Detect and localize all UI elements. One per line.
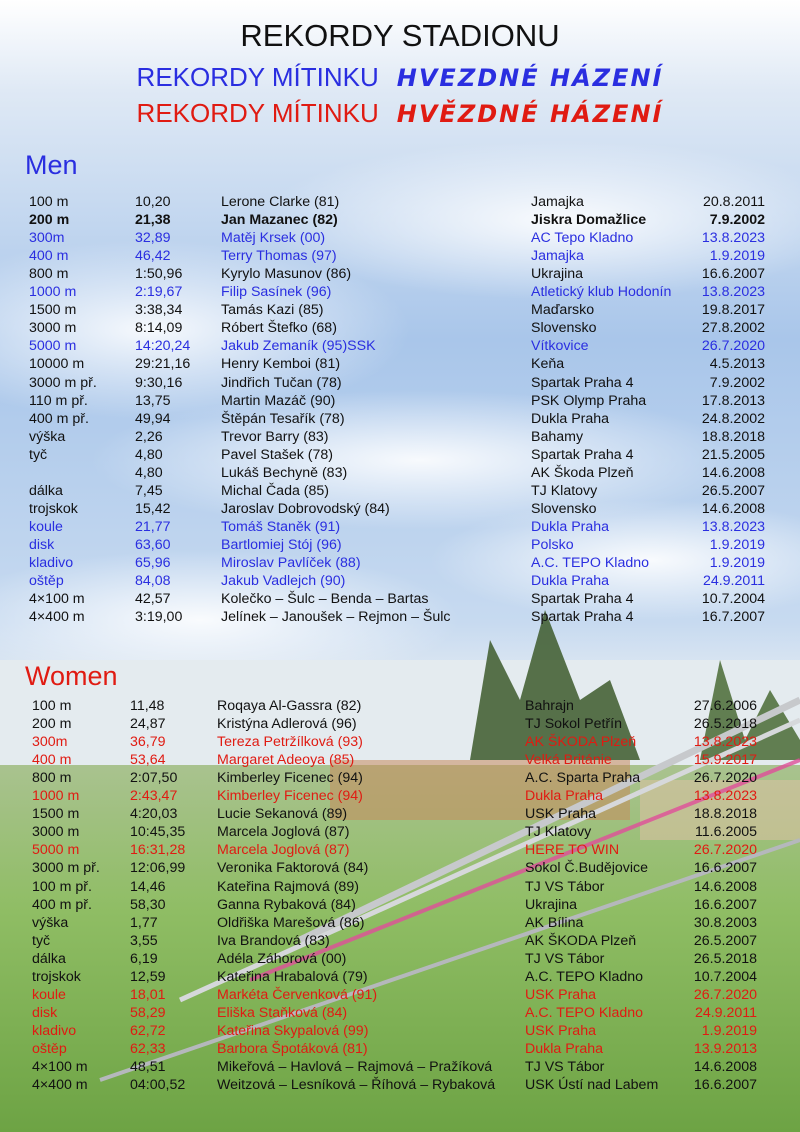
- result-cell: 12:06,99: [130, 860, 186, 877]
- result-cell: 12,59: [130, 968, 166, 985]
- result-cell: 84,08: [135, 573, 171, 590]
- table-row: [0, 1004, 800, 1022]
- athlete-cell: Filip Sasínek (96): [221, 284, 332, 301]
- date-cell: 11.6.2005: [694, 824, 757, 841]
- date-cell: 13.8.2023: [701, 518, 765, 535]
- date-cell: 24.9.2011: [694, 1004, 757, 1021]
- date-cell: 27.6.2006: [693, 698, 757, 714]
- event-cell: 1000 m: [32, 788, 80, 805]
- table-row: [0, 265, 800, 283]
- athlete-cell: Margaret Adeoya (85): [217, 752, 355, 769]
- date-cell: 15.9.2017: [693, 752, 757, 769]
- result-cell: 2:07,50: [130, 770, 178, 787]
- date-cell: 30.8.2003: [693, 914, 757, 931]
- club-cell: Slovensko: [531, 500, 597, 517]
- club-cell: Spartak Praha 4: [531, 591, 634, 608]
- club-cell: Spartak Praha 4: [531, 374, 634, 391]
- athlete-cell: Lerone Clarke (81): [221, 194, 340, 210]
- club-cell: TJ VS Tábor: [525, 878, 605, 895]
- event-cell: 100 m: [29, 194, 69, 210]
- club-cell: Atletický klub Hodonín: [531, 284, 672, 301]
- date-cell: 16.7.2007: [701, 609, 765, 626]
- club-cell: Velká Británie: [525, 752, 612, 769]
- date-cell: 13.8.2023: [701, 230, 765, 247]
- table-row: [0, 355, 800, 373]
- club-cell: Dukla Praha: [525, 1040, 604, 1057]
- event-cell: 400 m př.: [32, 896, 92, 913]
- athlete-cell: Weitzová – Lesníková – Říhová – Rybaková: [217, 1077, 496, 1094]
- event-cell: 10000 m: [29, 356, 85, 373]
- athlete-cell: Miroslav Pavlíček (88): [221, 555, 361, 571]
- club-cell: AK ŠKODA Plzeň: [525, 734, 637, 751]
- result-cell: 9:30,16: [135, 374, 183, 391]
- date-cell: 10.7.2004: [701, 591, 765, 608]
- club-cell: Dukla Praha: [531, 518, 610, 535]
- table-row: [0, 283, 800, 301]
- club-cell: Bahrajn: [525, 698, 574, 714]
- club-cell: Spartak Praha 4: [531, 609, 634, 626]
- table-row: [0, 769, 800, 787]
- result-cell: 58,30: [130, 896, 166, 913]
- event-cell: oštěp: [29, 573, 64, 590]
- event-cell: 100 m: [32, 698, 72, 714]
- athlete-cell: Henry Kemboi (81): [221, 356, 341, 373]
- event-cell: dálka: [32, 950, 66, 967]
- athlete-cell: Matěj Krsek (00): [221, 230, 326, 247]
- table-row: [0, 986, 800, 1004]
- result-cell: 6,19: [130, 950, 158, 967]
- result-cell: 18,01: [130, 986, 166, 1003]
- athlete-cell: Bartlomiej Stój (96): [221, 536, 342, 553]
- club-cell: A.C. TEPO Kladno: [525, 968, 644, 985]
- date-cell: 1.9.2019: [709, 555, 765, 571]
- date-cell: 17.8.2013: [701, 392, 765, 409]
- result-cell: 49,94: [135, 410, 171, 427]
- date-cell: 26.5.2007: [701, 482, 765, 499]
- result-cell: 2,26: [135, 428, 163, 445]
- club-cell: TJ Klatovy: [531, 482, 598, 499]
- result-cell: 04:00,52: [130, 1077, 186, 1094]
- table-row: [0, 878, 800, 896]
- athlete-cell: Michal Čada (85): [221, 482, 330, 499]
- athlete-cell: Lucie Sekanová (89): [217, 806, 348, 823]
- club-cell: Bahamy: [531, 428, 584, 445]
- table-row: [0, 374, 800, 392]
- event-cell: 400 m: [32, 752, 72, 769]
- athlete-cell: Tereza Petržílková (93): [217, 734, 363, 751]
- athlete-cell: Roqaya Al-Gassra (82): [217, 698, 362, 714]
- event-cell: 3000 m: [29, 320, 77, 337]
- table-row: [0, 518, 800, 536]
- athlete-cell: Adéla Záhorová (00): [217, 950, 347, 967]
- result-cell: 21,38: [135, 212, 171, 229]
- club-cell: Polsko: [531, 536, 574, 553]
- date-cell: 24.8.2002: [701, 410, 765, 427]
- date-cell: 13.8.2023: [693, 788, 757, 805]
- date-cell: 26.7.2020: [693, 986, 757, 1003]
- result-cell: 29:21,16: [135, 356, 191, 373]
- result-cell: 2:43,47: [130, 788, 178, 805]
- athlete-cell: Kimberley Ficenec (94): [217, 788, 363, 805]
- athlete-cell: Veronika Faktorová (84): [217, 860, 369, 877]
- date-cell: 16.6.2007: [693, 1077, 757, 1094]
- athlete-cell: Kateřina Skypalová (99): [217, 1022, 369, 1039]
- table-row: [0, 337, 800, 355]
- athlete-cell: Tamás Kazi (85): [221, 302, 324, 319]
- club-cell: A.C. Sparta Praha: [525, 770, 641, 787]
- event-cell: trojskok: [29, 500, 78, 517]
- club-cell: Vítkovice: [531, 338, 589, 355]
- date-cell: 1.9.2019: [701, 1022, 757, 1039]
- club-cell: TJ Sokol Petřín: [525, 716, 622, 733]
- event-cell: koule: [32, 986, 66, 1003]
- table-row: [0, 572, 800, 590]
- club-cell: USK Praha: [525, 986, 596, 1003]
- date-cell: 10.7.2004: [693, 968, 757, 985]
- athlete-cell: Tomáš Staněk (91): [221, 518, 341, 535]
- event-cell: 3000 m: [32, 824, 80, 841]
- club-cell: AK ŠKODA Plzeň: [525, 932, 637, 949]
- event-cell: výška: [32, 914, 69, 931]
- club-cell: TJ Klatovy: [525, 824, 592, 841]
- club-cell: Sokol Č.Budějovice: [525, 860, 649, 877]
- table-row: [0, 536, 800, 554]
- athlete-cell: Marcela Joglová (87): [217, 842, 350, 859]
- date-cell: 14.6.2008: [701, 500, 765, 517]
- athlete-cell: Kyrylo Masunov (86): [221, 266, 352, 283]
- table-row: [0, 319, 800, 337]
- event-cell: výška: [29, 428, 66, 445]
- event-cell: 1500 m: [29, 302, 77, 319]
- table-row: [0, 410, 800, 428]
- table-row: [0, 787, 800, 805]
- event-cell: 4×100 m: [32, 1059, 88, 1075]
- event-cell: 4×400 m: [32, 1077, 88, 1094]
- result-cell: 46,42: [135, 248, 171, 265]
- club-cell: PSK Olymp Praha: [531, 392, 647, 409]
- event-cell: disk: [32, 1004, 58, 1021]
- table-row: [0, 751, 800, 769]
- event-cell: 1000 m: [29, 284, 77, 301]
- table-row: [0, 950, 800, 968]
- men-heading: Men: [25, 150, 78, 180]
- result-cell: 10:45,35: [130, 824, 186, 841]
- club-cell: TJ VS Tábor: [525, 950, 605, 967]
- result-cell: 4:20,03: [130, 806, 178, 823]
- club-cell: Slovensko: [531, 320, 597, 337]
- result-cell: 58,29: [130, 1004, 166, 1021]
- table-row: [0, 1058, 800, 1076]
- club-cell: Jamajka: [531, 248, 584, 265]
- athlete-cell: Mikeřová – Havlová – Rajmová – Pražíková: [217, 1059, 493, 1075]
- result-cell: 2:19,67: [135, 284, 183, 301]
- date-cell: 13.8.2023: [693, 734, 757, 751]
- table-row: [0, 733, 800, 751]
- date-cell: 27.8.2002: [701, 320, 765, 337]
- result-cell: 3:19,00: [135, 609, 183, 626]
- result-cell: 1,77: [130, 914, 158, 931]
- athlete-cell: Iva Brandová (83): [217, 932, 330, 949]
- club-cell: HERE TO WIN: [525, 842, 620, 859]
- result-cell: 53,64: [130, 752, 166, 769]
- date-cell: 26.5.2018: [693, 950, 757, 967]
- date-cell: 16.6.2007: [693, 896, 757, 913]
- table-row: [0, 697, 800, 715]
- table-row: [0, 823, 800, 841]
- event-cell: kladivo: [32, 1022, 77, 1039]
- athlete-cell: Jelínek – Janoušek – Rejmon – Šulc: [221, 609, 451, 626]
- event-cell: tyč: [29, 446, 48, 463]
- date-cell: 7.9.2002: [709, 212, 765, 229]
- event-cell: 4×100 m: [29, 591, 85, 608]
- date-cell: 14.6.2008: [693, 878, 757, 895]
- table-row: [0, 914, 800, 932]
- table-row: [0, 392, 800, 410]
- club-cell: Dukla Praha: [531, 410, 610, 427]
- table-row: [0, 805, 800, 823]
- table-row: [0, 932, 800, 950]
- table-row: [0, 482, 800, 500]
- athlete-cell: Jaroslav Dobrovodský (84): [221, 500, 390, 517]
- club-cell: Dukla Praha: [525, 788, 604, 805]
- table-row: [0, 859, 800, 877]
- result-cell: 14,46: [130, 878, 166, 895]
- date-cell: 26.7.2020: [701, 338, 765, 355]
- meeting-label: REKORDY MÍTINKU: [136, 98, 379, 128]
- result-cell: 21,77: [135, 518, 171, 535]
- event-cell: kladivo: [29, 555, 74, 571]
- event-cell: trojskok: [32, 968, 81, 985]
- result-cell: 10,20: [135, 194, 171, 210]
- result-cell: 4,80: [135, 464, 163, 481]
- table-row: [0, 968, 800, 986]
- event-cell: 5000 m: [32, 842, 80, 859]
- date-cell: 21.5.2005: [701, 446, 765, 463]
- club-cell: USK Praha: [525, 806, 596, 823]
- event-cell: 400 m př.: [29, 410, 89, 427]
- event-cell: oštěp: [32, 1040, 67, 1057]
- event-cell: 5000 m: [29, 338, 77, 355]
- athlete-cell: Štěpán Tesařík (78): [221, 410, 345, 427]
- date-cell: 14.6.2008: [693, 1059, 757, 1075]
- event-cell: 200 m: [29, 212, 70, 229]
- club-cell: Spartak Praha 4: [531, 446, 634, 463]
- result-cell: 62,33: [130, 1040, 166, 1057]
- athlete-cell: Róbert Štefko (68): [221, 320, 337, 337]
- club-cell: Ukrajina: [531, 266, 584, 283]
- date-cell: 1.9.2019: [709, 536, 765, 553]
- date-cell: 26.7.2020: [693, 842, 757, 859]
- page-title: REKORDY STADIONU: [240, 18, 560, 53]
- result-cell: 14:20,24: [135, 338, 191, 355]
- result-cell: 3,55: [130, 932, 158, 949]
- date-cell: 18.8.2018: [693, 806, 757, 823]
- date-cell: 1.9.2019: [709, 248, 765, 265]
- athlete-cell: Trevor Barry (83): [221, 428, 329, 445]
- result-cell: 11,48: [130, 698, 165, 714]
- result-cell: 42,57: [135, 591, 171, 608]
- result-cell: 13,75: [135, 392, 171, 409]
- event-cell: tyč: [32, 932, 51, 949]
- table-row: [0, 446, 800, 464]
- club-cell: Dukla Praha: [531, 573, 610, 590]
- result-cell: 7,45: [135, 482, 163, 499]
- result-cell: 63,60: [135, 536, 171, 553]
- table-row: [0, 464, 800, 482]
- brand-logo-text: HVĚZDNÉ HÁZENÍ: [396, 100, 664, 128]
- event-cell: 100 m př.: [32, 878, 92, 895]
- athlete-cell: Jakub Zemaník (95)SSK: [221, 338, 376, 355]
- athlete-cell: Eliška Staňková (84): [217, 1004, 348, 1021]
- result-cell: 48,51: [130, 1059, 166, 1075]
- club-cell: USK Praha: [525, 1022, 596, 1039]
- club-cell: A.C. TEPO Kladno: [525, 1004, 644, 1021]
- club-cell: USK Ústí nad Labem: [525, 1077, 659, 1094]
- date-cell: 16.6.2007: [693, 860, 757, 877]
- date-cell: 7.9.2002: [709, 374, 765, 391]
- table-row: [0, 841, 800, 859]
- date-cell: 13.8.2023: [701, 284, 765, 301]
- result-cell: 32,89: [135, 230, 171, 247]
- athlete-cell: Jakub Vadlejch (90): [221, 573, 346, 590]
- event-cell: 800 m: [29, 266, 69, 283]
- table-row: [0, 428, 800, 446]
- date-cell: 26.5.2018: [693, 716, 757, 733]
- table-row: [0, 211, 800, 229]
- athlete-cell: Kateřina Rajmová (89): [217, 878, 359, 895]
- table-row: [0, 896, 800, 914]
- table-row: [0, 1076, 800, 1094]
- athlete-cell: Terry Thomas (97): [221, 248, 337, 265]
- athlete-cell: Martin Mazáč (90): [221, 392, 336, 409]
- result-cell: 8:14,09: [135, 320, 183, 337]
- women-heading: Women: [25, 661, 118, 691]
- event-cell: 1500 m: [32, 806, 80, 823]
- brand-logo-text: HVEZDNÉ HÁZENÍ: [396, 64, 664, 92]
- athlete-cell: Marcela Joglová (87): [217, 824, 350, 841]
- table-row: [0, 715, 800, 733]
- club-cell: Keňa: [531, 356, 565, 373]
- club-cell: AC Tepo Kladno: [531, 230, 634, 247]
- athlete-cell: Lukáš Bechyně (83): [221, 464, 348, 481]
- event-cell: dálka: [29, 482, 63, 499]
- date-cell: 19.8.2017: [701, 302, 765, 319]
- event-cell: 3000 m př.: [29, 374, 97, 391]
- result-cell: 16:31,28: [130, 842, 186, 859]
- athlete-cell: Jindřich Tučan (78): [221, 374, 342, 391]
- table-row: [0, 301, 800, 319]
- club-cell: A.C. TEPO Kladno: [531, 555, 650, 571]
- table-row: [0, 1040, 800, 1058]
- result-cell: 4,80: [135, 446, 163, 463]
- table-row: [0, 590, 800, 608]
- event-cell: disk: [29, 536, 55, 553]
- club-cell: AK Bílina: [525, 914, 584, 931]
- event-cell: 200 m: [32, 716, 72, 733]
- event-cell: 110 m př.: [29, 392, 88, 409]
- date-cell: 4.5.2013: [709, 356, 765, 373]
- result-cell: 15,42: [135, 500, 171, 517]
- table-row: [0, 1022, 800, 1040]
- athlete-cell: Pavel Stašek (78): [221, 446, 333, 463]
- athlete-cell: Kateřina Hrabalová (79): [217, 968, 368, 985]
- club-cell: Ukrajina: [525, 896, 578, 913]
- athlete-cell: Kolečko – Šulc – Benda – Bartas: [221, 591, 429, 608]
- athlete-cell: Barbora Špotáková (81): [217, 1040, 368, 1057]
- result-cell: 65,96: [135, 555, 171, 571]
- athlete-cell: Kristýna Adlerová (96): [217, 716, 357, 733]
- event-cell: koule: [29, 518, 63, 535]
- date-cell: 16.6.2007: [701, 266, 765, 283]
- athlete-cell: Markéta Červenková (91): [217, 986, 378, 1003]
- event-cell: 3000 m př.: [32, 860, 100, 877]
- athlete-cell: Jan Mazanec (82): [221, 212, 338, 229]
- athlete-cell: Oldřiška Marešová (86): [217, 914, 365, 931]
- athlete-cell: Ganna Rybaková (84): [217, 896, 356, 913]
- result-cell: 62,72: [130, 1022, 166, 1039]
- club-cell: TJ VS Tábor: [525, 1059, 605, 1075]
- athlete-cell: Kimberley Ficenec (94): [217, 770, 363, 787]
- table-row: [0, 500, 800, 518]
- club-cell: Maďarsko: [531, 302, 595, 319]
- result-cell: 1:50,96: [135, 266, 183, 283]
- event-cell: 300m: [32, 734, 68, 751]
- date-cell: 14.6.2008: [701, 464, 765, 481]
- date-cell: 20.8.2011: [702, 194, 765, 210]
- club-cell: Jiskra Domažlice: [531, 212, 647, 229]
- table-row: [0, 193, 800, 211]
- table-row: [0, 554, 800, 572]
- date-cell: 18.8.2018: [701, 428, 765, 445]
- date-cell: 13.9.2013: [693, 1040, 757, 1057]
- result-cell: 24,87: [130, 716, 166, 733]
- event-cell: 4×400 m: [29, 609, 85, 626]
- result-cell: 36,79: [130, 734, 166, 751]
- result-cell: 3:38,34: [135, 302, 183, 319]
- date-cell: 26.5.2007: [693, 932, 757, 949]
- table-row: [0, 229, 800, 247]
- meeting-title-blue: [0, 62, 800, 93]
- club-cell: AK Škoda Plzeň: [531, 464, 634, 481]
- event-cell: 300m: [29, 230, 65, 247]
- meeting-title-red: [0, 98, 800, 129]
- club-cell: Jamajka: [531, 194, 584, 210]
- event-cell: 800 m: [32, 770, 72, 787]
- event-cell: 400 m: [29, 248, 69, 265]
- table-row: [0, 247, 800, 265]
- meeting-label: REKORDY MÍTINKU: [136, 62, 379, 92]
- date-cell: 24.9.2011: [702, 573, 765, 590]
- table-row: [0, 608, 800, 626]
- date-cell: 26.7.2020: [693, 770, 757, 787]
